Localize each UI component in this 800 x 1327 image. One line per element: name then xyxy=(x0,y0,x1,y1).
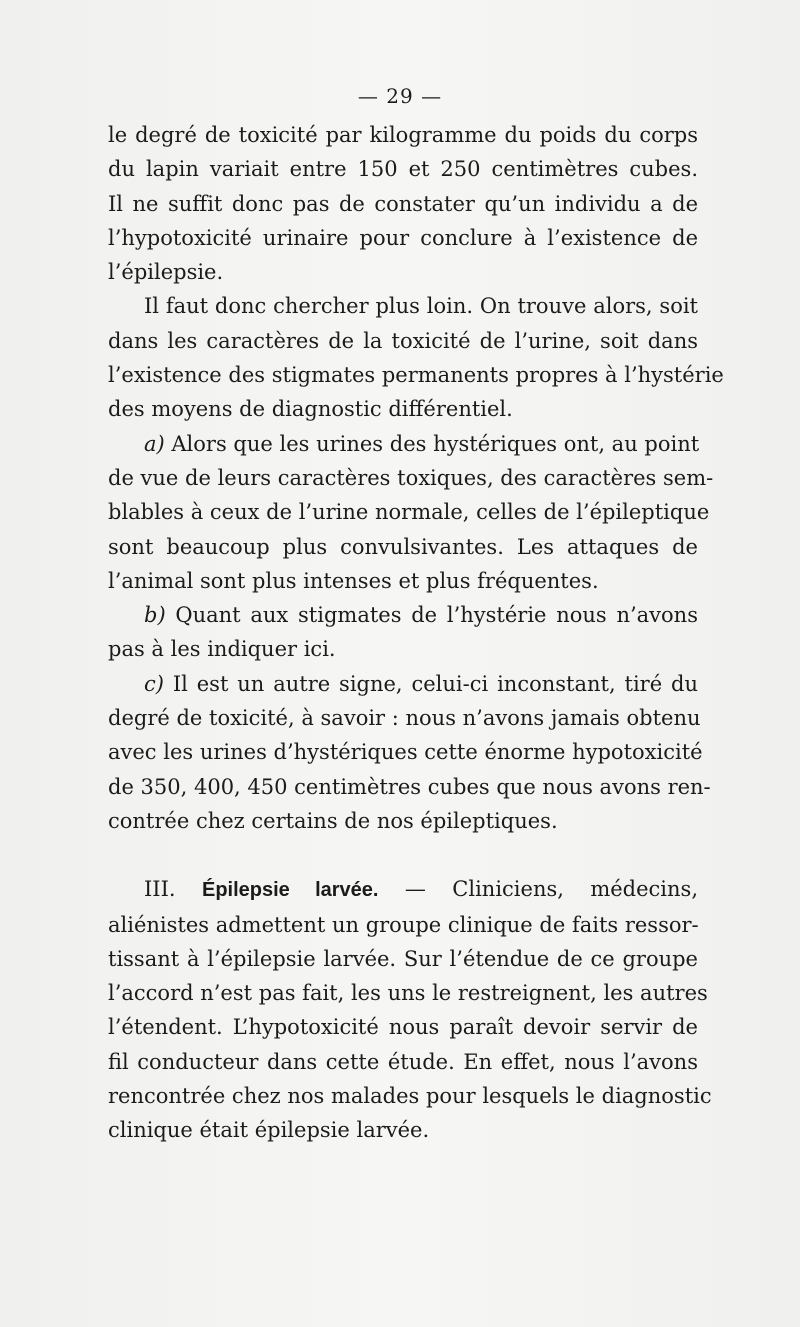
text-line: le degré de toxicité par kilogramme du poids du corps xyxy=(108,123,698,147)
item-letter: c) xyxy=(144,671,164,696)
text-line: dans les caractères de la toxicité de l’urine, soit dans xyxy=(108,328,698,353)
paragraph-item-b xyxy=(108,598,698,667)
text-line: l’existence des stigmates permanents propres à l’hystérie xyxy=(108,363,724,388)
item-letter: a) xyxy=(144,431,165,456)
text-line xyxy=(108,427,698,461)
text-line xyxy=(108,872,698,907)
section-title: Épilepsie larvée. xyxy=(201,879,379,902)
text-line: rencontrée chez nos malades pour lesquels le diagnostic xyxy=(108,1084,712,1109)
text-line: clinique était épilepsie larvée. xyxy=(108,1118,430,1143)
text-line: l’étendent. L’hypotoxicité nous paraît devoir servir de xyxy=(108,1015,698,1040)
paragraph xyxy=(108,289,724,426)
section-paragraph xyxy=(108,872,712,1147)
text-fragment: Il est un autre signe, celui-ci inconstant, tiré du xyxy=(163,671,698,696)
text-fragment: — Cliniciens, médecins, xyxy=(378,877,698,902)
text-line: tissant à l’épilepsie larvée. Sur l’étendue de ce groupe xyxy=(108,946,698,971)
text-line: l’animal sont plus intenses et plus fréquentes. xyxy=(108,568,599,593)
section-number: III. xyxy=(144,877,176,902)
text-line: sont beaucoup plus convulsivantes. Les attaques de xyxy=(108,534,698,559)
text-line xyxy=(108,667,698,701)
paragraph-item-c xyxy=(108,667,711,838)
text-line: Il faut donc chercher plus loin. On trouve alors, soit xyxy=(144,294,698,319)
item-letter: b) xyxy=(144,603,166,628)
text-line: l’accord n’est pas fait, les uns le restreignent, les autres xyxy=(108,981,708,1006)
text-fragment: Alors que les urines des hystériques ont, au point xyxy=(164,431,700,456)
text-line: des moyens de diagnostic différentiel. xyxy=(108,397,513,422)
text-line: du lapin variait entre 150 et 250 centimètres cubes. xyxy=(108,157,698,182)
text-line: blables à ceux de l’urine normale, celles de l’épileptique xyxy=(108,500,710,525)
text-line: l’hypotoxicité urinaire pour conclure à l’existence de xyxy=(108,225,698,250)
text-fragment: Quant aux stigmates de l’hystérie nous n’avons xyxy=(165,603,698,628)
text-line xyxy=(108,598,698,632)
paragraph-item-a xyxy=(108,427,714,598)
text-line: de vue de leurs caractères toxiques, des caractères sem- xyxy=(108,465,714,490)
text-line: contrée chez certains de nos épileptiques. xyxy=(108,808,558,833)
text-line: Il ne suffit donc pas de constater qu’un individu a de xyxy=(108,191,698,216)
text-line: degré de toxicité, à savoir : nous n’avons jamais obtenu xyxy=(108,706,701,731)
text-line: l’épilepsie. xyxy=(108,260,224,285)
text-line: fil conducteur dans cette étude. En effet, nous l’avons xyxy=(108,1049,698,1074)
text-line: de 350, 400, 450 centimètres cubes que nous avons ren- xyxy=(108,774,711,799)
paragraph-continuation xyxy=(108,118,698,289)
text-line: pas à les indiquer ici. xyxy=(108,637,336,662)
page-number: — 29 — xyxy=(357,84,443,108)
body-text xyxy=(108,118,724,1148)
text-line: avec les urines d’hystériques cette énorme hypotoxicité xyxy=(108,740,703,765)
text-line: aliénistes admettent un groupe clinique de faits ressor- xyxy=(108,912,699,937)
